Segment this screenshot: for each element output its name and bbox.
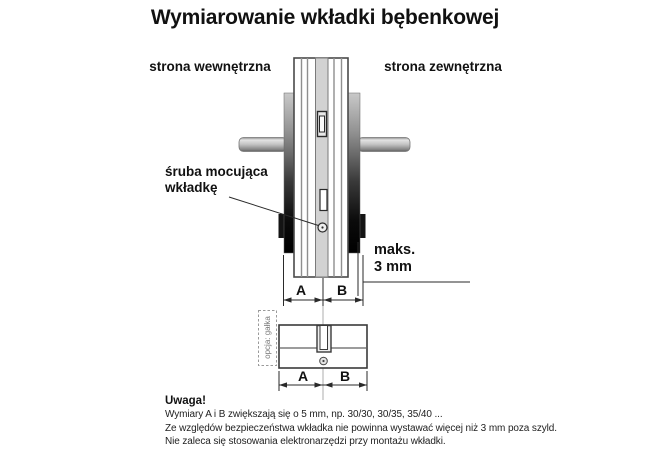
- knob-option-label: opcja: gałka: [263, 316, 272, 359]
- dimension-a-bottom: A: [297, 368, 309, 384]
- handle-spindle-left: [239, 138, 287, 152]
- note-line: Nie zaleca się stosowania elektronarzędzi przy montażu wkładki.: [165, 436, 446, 447]
- handle-spindle-right: [358, 138, 410, 152]
- cam-channel-inner: [320, 326, 328, 350]
- cylinder-protrusion-right: [360, 214, 366, 238]
- inner-side-label: strona wewnętrzna: [149, 59, 271, 74]
- outer-side-label: strona zewnętrzna: [384, 59, 502, 74]
- notes-block: [165, 395, 625, 449]
- note-line: Wymiary A i B zwiększają się o 5 mm, np. 30/30, 30/35, 35/40 ...: [165, 409, 443, 420]
- max-protrusion-label: [374, 242, 415, 275]
- cylinder-profile-view: [259, 311, 368, 369]
- max-protrusion-label-line1: maks.: [374, 242, 416, 258]
- note-line: Ze względów bezpieczeństwa wkładka nie powinna wystawać więcej niż 3 mm poza szyld.: [165, 422, 557, 434]
- page-title: Wymiarowanie wkładki bębenkowej: [150, 6, 500, 29]
- dimension-a-top: A: [295, 282, 307, 298]
- fixing-screw-label-line1: śruba mocująca: [165, 164, 268, 179]
- escutcheon-plate-right: [348, 93, 360, 253]
- fixing-screw-label: [165, 164, 268, 195]
- max-protrusion-label-line2: 3 mm: [374, 258, 412, 275]
- dimension-b-bottom: B: [339, 368, 351, 384]
- notes-heading: Uwaga!: [165, 395, 206, 407]
- cylinder-protrusion-left: [279, 214, 285, 238]
- fixing-screw-label-line2: wkładkę: [165, 179, 218, 195]
- lock-faceplate-lower: [320, 190, 327, 211]
- latch-faceplate-inner: [320, 116, 325, 132]
- lock-mortise-strip: [316, 58, 329, 277]
- escutcheon-plate-left: [284, 93, 294, 253]
- dimension-b-top: B: [336, 282, 348, 298]
